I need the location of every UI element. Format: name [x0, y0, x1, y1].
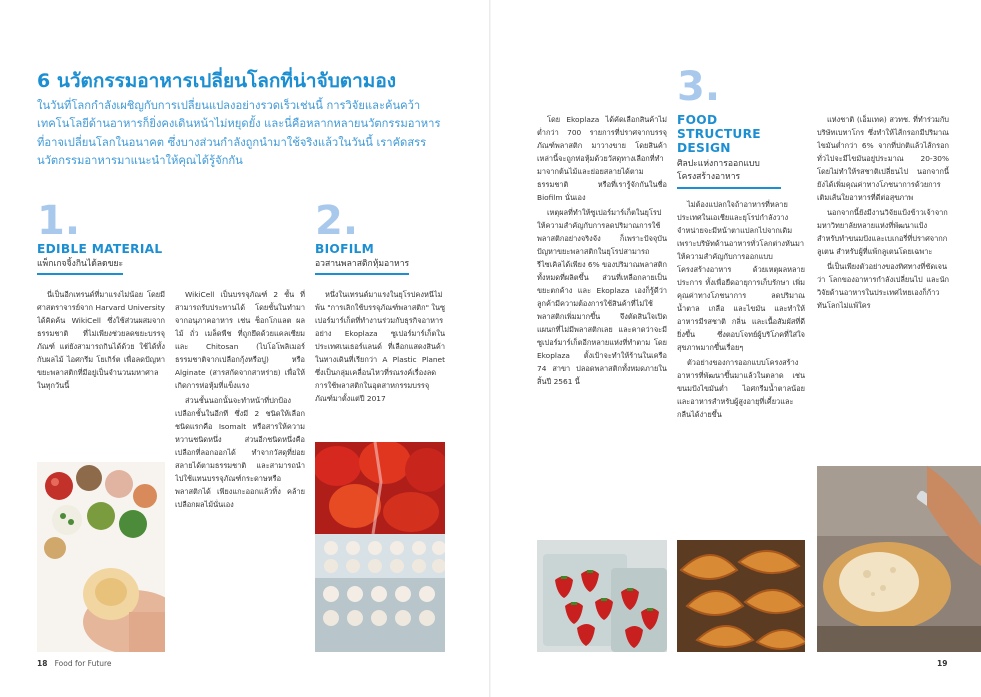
paragraph: เหตุผลที่ทำให้ซูเปอร์มาร์เก็ตในยุโรปให้ความสำคัญกับการลดปริมาณการใช้พลาสติกอย่างจริงจัง ก็เพราะปัจจุบันปัญหาขยะพลาสติกในยุโรปสามารถรีไซเคิลได้เพียง 6% ของปริมาณพลาสติกทั้งหมดที่ผลิตขึ้น ส่วนที่เหลือกลายเป็นขยะตกค้าง และ Ekoplaza เองก็รู้ดีว่าลูกค้ามีความต้องการใช้สินค้าที่ไม่ใช้พลาสติกเพิ่มมากขึ้น จึงตัดสินใจเปิดแผนกที่ไม่มีพลาสติกเลย และคาดว่าจะมีซูเปอร์มาร์เก็ตอีกหลายแห่งที่ทำตาม โดย Ekoplaza ตั้งเป้าจะทำให้ร้านในเครือ 74 สาขา ปลอดพลาสติกทั้งหมดภายในสิ้นปี 2561 นี้ — [537, 208, 667, 386]
paragraph: WikiCell เป็นบรรจุภัณฑ์ 2 ชั้น ที่สามารถรับประทานได้ โดยชั้นในทำมาจากอนุภาคอาหาร เช่น ช็อกโกแลต ผลไม้ ถั่ว เมล็ดพืช ที่ถูกยึดด้วยแคลเซียมและ Chitosan (ไบโอโพลิเมอร์ธรรมชาติจากเปลือกกุ้งหรือปู) หรือ Alginate (สารสกัดจากสาหร่าย) เพื่อให้เกิดการห่อหุ้มที่แข็งแรง — [175, 290, 305, 390]
packaged-produce-photo — [315, 442, 445, 652]
left-page-number: 18 — [37, 659, 48, 668]
paragraph: ส่วนชั้นนอกนั้นจะทำหน้าที่ปกป้องเปลือกชั้นในอีกที ซึ่งมี 2 ชนิดให้เลือก ชนิดแรกคือ Isomalt หรือสารให้ความหวานชนิดหนึ่ง ส่วนอีกชนิดหนึ่งคือเปลือกที่ลอกออกได้ ทำจากวัสดุที่ย่อยสลายได้ตามธรรมชาติ และสามารถนำไปใช้แทนบรรจุภัณฑ์กระดาษหรือพลาสติกได้ เพียงแกะออกแล้วทิ้ง คล้ายเปลือกผลไม้นั่นเอง — [175, 396, 305, 509]
paragraph: หนึ่งในเทรนด์มาแรงในยุโรปคงหนีไม่พ้น "การเลิกใช้บรรจุภัณฑ์พลาสติก" ในซูเปอร์มาร์เก็ตที่ทำงานร่วมกับธุรกิจอาหาร อย่าง Ekoplaza ซูเปอร์มาร์เก็ตในประเทศเนเธอร์แลนด์ ที่เลือกแสดงสินค้าในทางเดินที่เรียกว่า A Plastic Planet ซึ่งเป็นกลุ่มเคลื่อนไหวที่รณรงค์เรื่องลดการใช้พลาสติกในอุตสาหกรรมบรรจุภัณฑ์มาตั้งแต่ปี 2017 — [315, 290, 445, 403]
paragraph: นี่เป็นเพียงตัวอย่างของทิศทางที่ชัดเจนว่า โลกของอาหารกำลังเปลี่ยนไป และนักวิจัยด้านอาหารในประเทศไทยเองก็ก้าวทันโลกไม่แพ้ใคร — [817, 262, 949, 310]
edible-capsules-photo — [37, 462, 165, 652]
section-1-subtitle: แพ็กเกจจิ้งกินได้ลดขยะ — [37, 256, 123, 275]
spread-intro: ในวันที่โลกกำลังเผชิญกับการเปลี่ยนแปลงอย่างรวดเร็วเช่นนี้ การวิจัยและค้นคว้าเทคโนโลยีด้านอาหารก็ยิ่งคงเดินหน้าไม่หยุดยั้ง และนี่คือหลากหลายนวัตกรรมอาหารที่อาจเปลี่ยนโลกในอนาคต ซึ่งบางส่วนกำลังถูกนำมาใช้จริงแล้วในวันนี้ เราคัดสรรนวัตกรรมอาหารมาแนะนำให้คุณได้รู้จักกัน — [37, 99, 441, 168]
paragraph: ไม่ต้องแปลกใจถ้าอาหารที่หลายประเทศในเอเชียและยุโรปกำลังวางจำหน่ายจะมีหน้าตาแปลกไปจากเดิม เพราะบริษัทด้านอาหารทั่วโลกต่างหันมาให้ความสำคัญกับการออกแบบโครงสร้างอาหาร ด้วยเหตุผลหลายประการ ทั้งเพื่อยืดอายุการเก็บรักษา เพิ่มคุณค่าทางโภชนาการ ลดปริมาณน้ำตาล เกลือ และไขมัน และทำให้อาหารมีรสชาติ กลิ่น และเนื้อสัมผัสที่ดียิ่งขึ้น ซึ่งตอบโจทย์ผู้บริโภคที่ใส่ใจสุขภาพมากขึ้นเรื่อยๆ — [677, 200, 805, 352]
bread-photo — [817, 466, 981, 652]
section-2-body-col1 — [315, 288, 445, 438]
section-3-title: FOOD STRUCTURE DESIGN — [677, 113, 761, 155]
magazine-name: Food for Future — [54, 659, 112, 668]
section-2-body-col2 — [537, 113, 667, 533]
paragraph: โดย Ekoplaza ได้คัดเลือกสินค้าไม่ต่ำกว่า 700 รายการที่ปราศจากบรรจุภัณฑ์พลาสติก มาวางขาย โดยสินค้าเหล่านี้จะถูกห่อหุ้มด้วยวัสดุทางเลือกที่ทำมาจากต้นไม้และย่อยสลายได้ตามธรรมชาติ หรือที่เรารู้จักกันในชื่อ Biofilm นั่นเอง — [537, 115, 667, 202]
section-1-body-col1 — [37, 288, 165, 428]
left-folio — [37, 659, 112, 668]
strawberries-photo — [537, 540, 667, 652]
section-2-title: BIOFILM — [315, 242, 375, 256]
spread-title: 6 นวัตกรรมอาหารเปลี่ยนโลกที่น่าจับตามอง — [37, 70, 397, 92]
paragraph: แห่งชาติ (เอ็มเทค) สวทช. ที่ทำร่วมกับบริษัทเบทาโกร ซึ่งทำให้ไส้กรอกมีปริมาณไขมันต่ำกว่า 6% จากที่ปกติแล้วไส้กรอกทั่วไปจะมีไขมันอยู่ประมาณ 20-30% โดยไม่ทำให้รสชาติเปลี่ยนไป นอกจากนี้ยังได้เพิ่มคุณค่าทางโภชนาการด้วยการเติมเส้นใยอาหารที่ดีต่อสุขภาพ — [817, 115, 949, 202]
section-3-number: 3. — [677, 64, 721, 110]
section-1-body-col2 — [175, 288, 305, 650]
section-1-title: EDIBLE MATERIAL — [37, 242, 163, 256]
croissants-photo — [677, 540, 805, 652]
section-3-subtitle: ศิลปะแห่งการออกแบบโครงสร้างอาหาร — [677, 158, 781, 189]
section-3-body-col1 — [677, 198, 805, 532]
section-1-number: 1. — [37, 198, 81, 244]
left-page — [0, 0, 490, 697]
section-2-number: 2. — [315, 198, 359, 244]
paragraph: นอกจากนี้ยังมีงานวิจัยแป้งข้าวเจ้าจากมหาวิทยาลัยหลายแห่งที่พัฒนาแป้งสำหรับทำขนมปังและเบเกอรี่ที่ปราศจากกลูเตน สำหรับผู้ที่แพ้กลูเตนโดยเฉพาะ — [817, 208, 948, 256]
paragraph: นี่เป็นอีกเทรนด์ที่มาแรงไม่น้อย โดยมีศาสตราจารย์จาก Harvard University ได้คิดค้น WikiCell ซึ่งใช้ส่วนผสมจากธรรมชาติ ที่ไม่เพียงช่วยลดขยะบรรจุภัณฑ์ แต่ยังสามารถกินได้ด้วย ใช้ได้ทั้งกับผลไม้ ไอศกรีม โยเกิร์ต เพื่อลดปัญหาขยะพลาสติกที่มีอยู่เป็นจำนวนมหาศาลในทุกวันนี้ — [37, 290, 165, 390]
section-2-subtitle: อวสานพลาสติกหุ้มอาหาร — [315, 256, 409, 275]
right-page — [491, 0, 981, 697]
paragraph: ตัวอย่างของการออกแบบโครงสร้างอาหารที่พัฒนาขึ้นมาแล้วในตลาด เช่น ขนมปังไขมันต่ำ ไอศกรีมน้ำตาลน้อย และอาหารสำหรับผู้สูงอายุที่เคี้ยวและกลืนได้ง่ายขึ้น — [677, 358, 805, 419]
right-page-number: 19 — [937, 659, 948, 668]
right-folio — [937, 659, 947, 668]
